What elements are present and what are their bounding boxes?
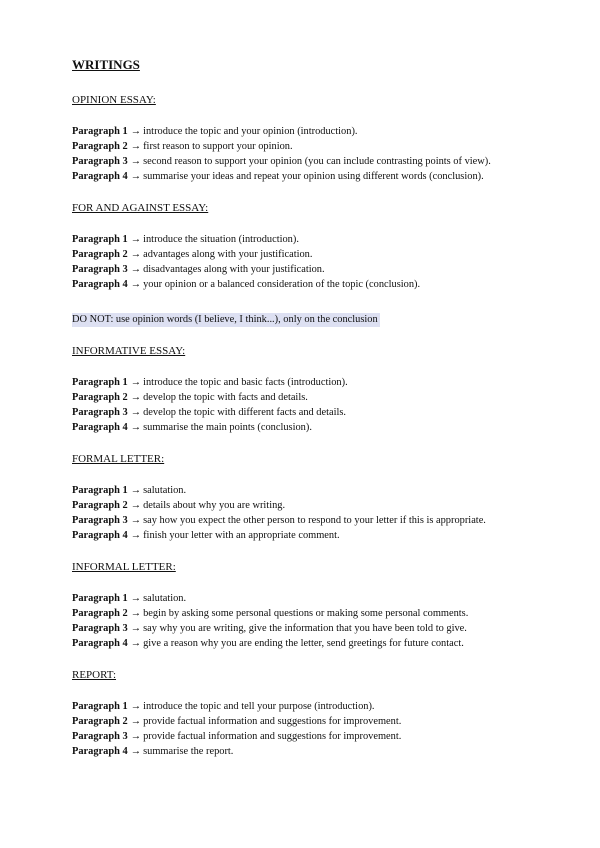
paragraph-label: Paragraph 4	[72, 171, 128, 182]
arrow-right-icon: →	[130, 422, 142, 433]
arrow-right-icon: →	[130, 234, 142, 245]
paragraph-text: introduce the topic and tell your purpose (introduction).	[143, 701, 375, 712]
paragraph-text: say how you expect the other person to respond to your letter if this is appropriate.	[143, 515, 486, 526]
arrow-right-icon: →	[130, 392, 142, 403]
arrow-right-icon: →	[130, 701, 142, 712]
paragraph-list	[72, 232, 542, 292]
arrow-right-icon: →	[130, 623, 142, 634]
section	[72, 452, 542, 543]
paragraph-text: details about why you are writing.	[143, 500, 286, 511]
paragraph-text: introduce the topic and your opinion (introduction).	[143, 126, 358, 137]
paragraph-line	[72, 528, 542, 543]
paragraph-text: provide factual information and suggestions for improvement.	[143, 716, 402, 727]
paragraph-label: Paragraph 4	[72, 422, 128, 433]
paragraph-label: Paragraph 2	[72, 249, 128, 260]
paragraph-line	[72, 405, 542, 420]
paragraph-text: second reason to support your opinion (you can include contrasting points of view).	[143, 156, 491, 167]
paragraph-label: Paragraph 1	[72, 701, 128, 712]
arrow-right-icon: →	[130, 141, 142, 152]
paragraph-text: introduce the topic and basic facts (introduction).	[143, 377, 348, 388]
section-heading: INFORMATIVE ESSAY:	[72, 345, 186, 357]
paragraph-line	[72, 390, 542, 405]
paragraph-label: Paragraph 3	[72, 264, 128, 275]
paragraph-text: salutation.	[143, 485, 187, 496]
paragraph-line	[72, 375, 542, 390]
paragraph-line	[72, 169, 542, 184]
paragraph-text: say why you are writing, give the information that you have been told to give.	[143, 623, 467, 634]
section	[72, 93, 542, 184]
paragraph-line	[72, 513, 542, 528]
paragraph-line	[72, 744, 542, 759]
paragraph-line	[72, 729, 542, 744]
paragraph-text: summarise your ideas and repeat your opinion using different words (conclusion).	[143, 171, 484, 182]
paragraph-label: Paragraph 4	[72, 638, 128, 649]
paragraph-label: Paragraph 4	[72, 530, 128, 541]
paragraph-text: disadvantages along with your justification.	[143, 264, 325, 275]
paragraph-text: develop the topic with facts and details.	[143, 392, 308, 403]
arrow-right-icon: →	[130, 608, 142, 619]
arrow-right-icon: →	[130, 593, 142, 604]
sections-container	[72, 93, 542, 759]
arrow-right-icon: →	[130, 126, 142, 137]
paragraph-line	[72, 247, 542, 262]
arrow-right-icon: →	[130, 716, 142, 727]
arrow-right-icon: →	[130, 638, 142, 649]
paragraph-text: first reason to support your opinion.	[143, 141, 293, 152]
paragraph-label: Paragraph 2	[72, 716, 128, 727]
paragraph-text: summarise the report.	[143, 746, 234, 757]
paragraph-line	[72, 420, 542, 435]
section	[72, 344, 542, 435]
arrow-right-icon: →	[130, 500, 142, 511]
paragraph-label: Paragraph 4	[72, 279, 128, 290]
section-heading: OPINION ESSAY:	[72, 94, 156, 106]
paragraph-list	[72, 124, 542, 184]
paragraph-line	[72, 262, 542, 277]
paragraph-line	[72, 154, 542, 169]
arrow-right-icon: →	[130, 171, 142, 182]
paragraph-list	[72, 483, 542, 543]
section	[72, 560, 542, 651]
paragraph-line	[72, 606, 542, 621]
paragraph-text: finish your letter with an appropriate comment.	[143, 530, 340, 541]
section	[72, 668, 542, 759]
arrow-right-icon: →	[130, 731, 142, 742]
arrow-right-icon: →	[130, 249, 142, 260]
paragraph-label: Paragraph 3	[72, 515, 128, 526]
arrow-right-icon: →	[130, 377, 142, 388]
paragraph-text: advantages along with your justification.	[143, 249, 313, 260]
section-heading: INFORMAL LETTER:	[72, 561, 176, 573]
paragraph-list	[72, 699, 542, 759]
paragraph-label: Paragraph 2	[72, 608, 128, 619]
section-heading: FOR AND AGAINST ESSAY:	[72, 202, 209, 214]
document-title: WRITINGS	[72, 57, 140, 72]
paragraph-line	[72, 498, 542, 513]
arrow-right-icon: →	[130, 746, 142, 757]
paragraph-line	[72, 139, 542, 154]
arrow-right-icon: →	[130, 279, 142, 290]
paragraph-label: Paragraph 1	[72, 377, 128, 388]
arrow-right-icon: →	[130, 264, 142, 275]
paragraph-text: summarise the main points (conclusion).	[143, 422, 312, 433]
paragraph-label: Paragraph 1	[72, 126, 128, 137]
paragraph-label: Paragraph 1	[72, 234, 128, 245]
paragraph-text: introduce the situation (introduction).	[143, 234, 299, 245]
paragraph-line	[72, 483, 542, 498]
highlighted-note: DO NOT: use opinion words (I believe, I think...), only on the conclusion	[72, 314, 378, 325]
paragraph-label: Paragraph 1	[72, 593, 128, 604]
paragraph-label: Paragraph 4	[72, 746, 128, 757]
paragraph-text: salutation.	[143, 593, 187, 604]
arrow-right-icon: →	[130, 407, 142, 418]
paragraph-text: your opinion or a balanced consideration of the topic (conclusion).	[143, 279, 421, 290]
arrow-right-icon: →	[130, 156, 142, 167]
paragraph-line	[72, 232, 542, 247]
paragraph-line	[72, 591, 542, 606]
paragraph-label: Paragraph 2	[72, 500, 128, 511]
paragraph-label: Paragraph 2	[72, 141, 128, 152]
paragraph-line	[72, 636, 542, 651]
paragraph-line	[72, 277, 542, 292]
paragraph-list	[72, 375, 542, 435]
arrow-right-icon: →	[130, 515, 142, 526]
paragraph-label: Paragraph 3	[72, 156, 128, 167]
paragraph-label: Paragraph 3	[72, 407, 128, 418]
arrow-right-icon: →	[130, 485, 142, 496]
paragraph-text: give a reason why you are ending the letter, send greetings for future contact.	[143, 638, 464, 649]
paragraph-line	[72, 621, 542, 636]
paragraph-line	[72, 124, 542, 139]
paragraph-text: begin by asking some personal questions or making some personal comments.	[143, 608, 469, 619]
paragraph-list	[72, 591, 542, 651]
section	[72, 201, 542, 344]
paragraph-text: develop the topic with different facts and details.	[143, 407, 347, 418]
paragraph-line	[72, 699, 542, 714]
paragraph-text: provide factual information and suggestions for improvement.	[143, 731, 402, 742]
arrow-right-icon: →	[130, 530, 142, 541]
document-page	[72, 56, 542, 776]
section-heading: REPORT:	[72, 669, 117, 681]
section-heading: FORMAL LETTER:	[72, 453, 165, 465]
paragraph-label: Paragraph 3	[72, 623, 128, 634]
paragraph-label: Paragraph 1	[72, 485, 128, 496]
paragraph-line	[72, 714, 542, 729]
paragraph-label: Paragraph 3	[72, 731, 128, 742]
paragraph-label: Paragraph 2	[72, 392, 128, 403]
